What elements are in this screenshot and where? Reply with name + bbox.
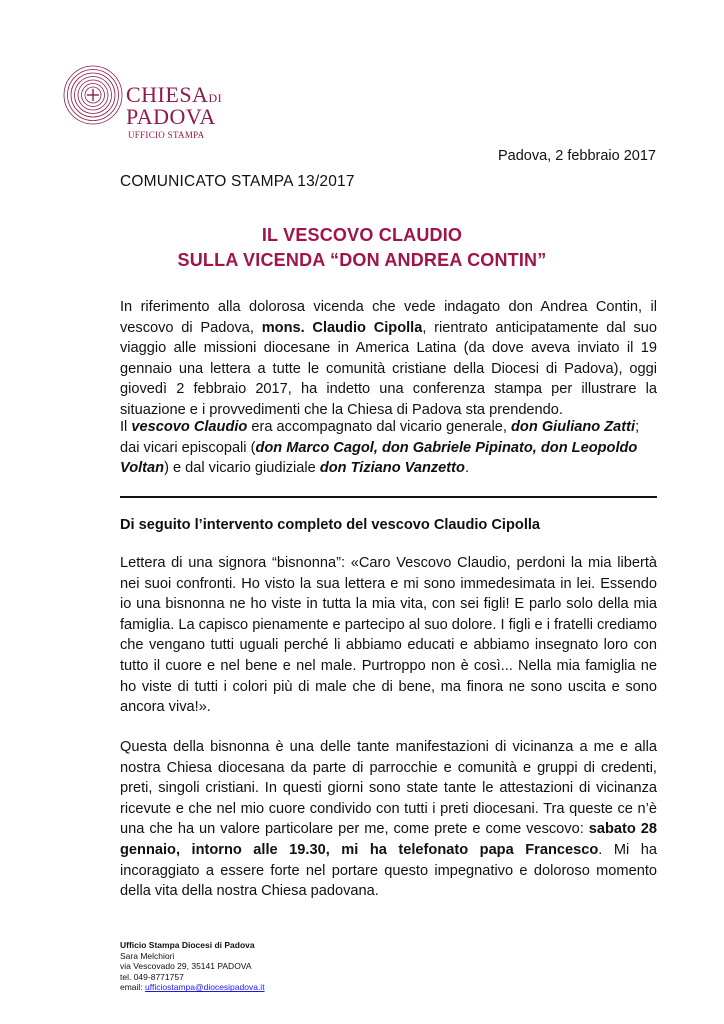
intro-paragraph-2: Il vescovo Claudio era accompagnato dal vicario generale, don Giuliano Zatti; dai vicari episcopali (don Marco Cagol, don Gabriele Pipinato, don Leopoldo Voltan) e dal vicario giudiziale don Tiziano Vanzetto. <box>120 419 640 477</box>
letter-quote-paragraph: Lettera di una signora “bisnonna”: «Caro Vescovo Claudio, perdoni la mia libertà nei suoi confronti. Ho visto la sua lettera e mi sono immedesimata in lei. Essendo io una bisnonna ne ho viste in tutta la mia vita, con sei figli! E parlo solo della mia famiglia. La capisco pienamente e partecipo al suo dolore. I figli e i fratelli crediamo che vengano tutti uguali perché li abbiamo educati e abbiamo insegnato loro con tutto il cuore e nel bene e nel male. Purtroppo non è così... Nella mia famiglia ne ho viste di tutti i colori più di male che di bene, ma finora ne sono uscita e sono ancora viva!». <box>120 555 658 716</box>
intro-paragraph-1: In riferimento alla dolorosa vicenda che vede indagato don Andrea Contin, il vescovo di Padova, mons. Claudio Cipolla, rientrato anticipatamente dal suo viaggio alle missioni diocesane in America Latina (da dove aveva inviato il 19 gennaio una lettera a tutte le comunità cristiane della Diocesi di Padova), oggi giovedì 2 febbraio 2017, ha indetto una conferenza stampa per illustrare la situazione e i provvedimenti che la Chiesa di Padova sta prendendo. <box>120 299 657 418</box>
footer-person: Sara Melchiori <box>120 950 175 961</box>
spiral-emblem-icon <box>62 64 124 126</box>
footer-address: via Vescovado 29, 35141 PADOVA <box>120 961 252 972</box>
logo-subtitle: UFFICIO STAMPA <box>128 130 205 140</box>
pope-call-highlight: sabato 28 gennaio, intorno alle 19.30, mi ha telefonato papa Francesco <box>120 821 658 858</box>
chiesa-di-padova-logo <box>62 64 223 144</box>
footer-email-link[interactable]: ufficiostampa@diocesipadova.it <box>145 982 265 993</box>
bishop-statement-paragraph: Questa della bisnonna è una delle tante manifestazioni di vicinanza a me e alla nostra Chiesa diocesana da parte di parrocchie e comunità e gruppi di credenti, preti, singoli cristiani. In questi giorni sono state tante le attestazioni di vicinanza ricevute e che nel mio cuore condivido con tutti i preti diocesani. Tra queste ce n’è una che ha un valore particolare per me, come prete e come vescovo: sabato 28 gennaio, intorno alle 19.30, mi ha telefonato papa Francesco. Mi ha incoraggiato a essere forte nel portare questo impegnativo e doloroso momento della vita della nostra Chiesa padovana. <box>120 739 658 900</box>
footer-contact <box>120 940 265 993</box>
logo-name-line2: PADOVA <box>126 104 216 129</box>
logo-name-line1: CHIESADI <box>126 82 223 107</box>
footer-email-line: email: ufficiostampa@diocesipadova.it <box>120 982 265 993</box>
title-line-1: IL VESCOVO CLAUDIO <box>261 225 463 245</box>
press-release-number: COMUNICATO STAMPA 13/2017 <box>120 173 355 190</box>
section-divider <box>120 496 657 498</box>
footer-org: Ufficio Stampa Diocesi di Padova <box>120 940 255 950</box>
section-heading: Di seguito l’intervento completo del vescovo Claudio Cipolla <box>120 517 541 533</box>
bishop-name: mons. Claudio Cipolla <box>261 319 423 336</box>
title-line-2: SULLA VICENDA “DON ANDREA CONTIN” <box>177 250 547 270</box>
footer-phone: tel. 049-8771757 <box>120 971 184 982</box>
document-date: Padova, 2 febbraio 2017 <box>497 148 656 164</box>
